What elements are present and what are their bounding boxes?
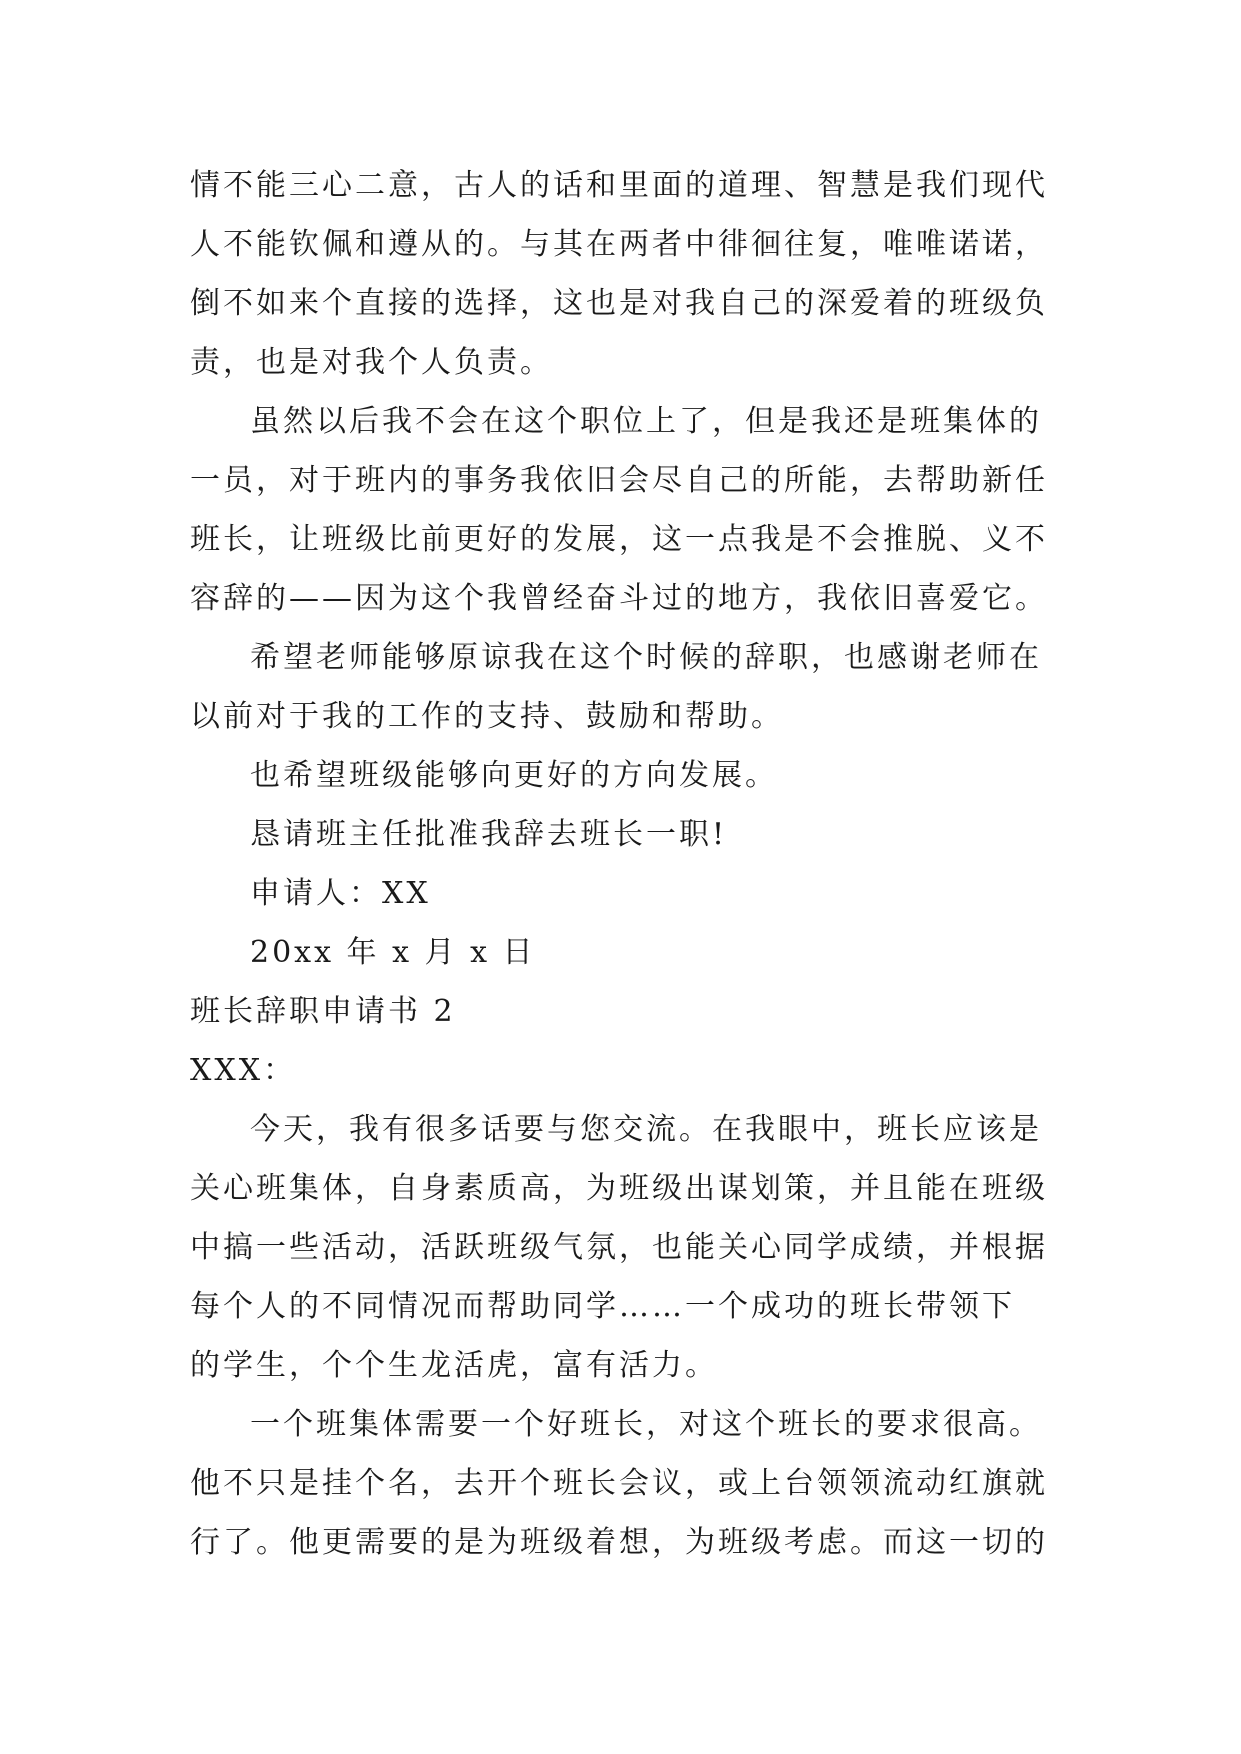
text-line: 容辞的——因为这个我曾经奋斗过的地方，我依旧喜爱它。 xyxy=(190,581,1048,616)
text-line: 人不能钦佩和遵从的。与其在两者中徘徊往复，唯唯诺诺， xyxy=(190,227,1048,262)
text-line: 他不只是挂个名，去开个班长会议，或上台领领流动红旗就 xyxy=(190,1466,1048,1501)
text-line: 责，也是对我个人负责。 xyxy=(190,345,553,380)
text-line: 关心班集体，自身素质高，为班级出谋划策，并且能在班级 xyxy=(190,1171,1048,1206)
text-line: 行了。他更需要的是为班级着想，为班级考虑。而这一切的 xyxy=(190,1525,1048,1560)
paragraph-first-line: 今天，我有很多话要与您交流。在我眼中，班长应该是 xyxy=(250,1112,1042,1147)
text-line: 情不能三心二意，古人的话和里面的道理、智慧是我们现代 xyxy=(190,168,1048,203)
paragraph-first-line: 也希望班级能够向更好的方向发展。 xyxy=(250,758,778,793)
paragraph-first-line: 虽然以后我不会在这个职位上了，但是我还是班集体的 xyxy=(250,404,1042,439)
text-line: 中搞一些活动，活跃班级气氛，也能关心同学成绩，并根据 xyxy=(190,1230,1048,1265)
text-line: 每个人的不同情况而帮助同学……一个成功的班长带领下 xyxy=(190,1289,1015,1324)
text-line: 以前对于我的工作的支持、鼓励和帮助。 xyxy=(190,699,784,734)
text-line: 一员，对于班内的事务我依旧会尽自己的所能，去帮助新任 xyxy=(190,463,1048,498)
applicant-line: 申请人：XX xyxy=(250,876,431,911)
paragraph-first-line: 希望老师能够原谅我在这个时候的辞职，也感谢老师在 xyxy=(250,640,1042,675)
text-line: 班长，让班级比前更好的发展，这一点我是不会推脱、义不 xyxy=(190,522,1048,557)
document-body xyxy=(190,156,1070,1572)
text-line: 倒不如来个直接的选择，这也是对我自己的深爱着的班级负 xyxy=(190,286,1048,321)
text-line: 的学生，个个生龙活虎，富有活力。 xyxy=(190,1348,718,1383)
section-title: 班长辞职申请书 2 xyxy=(190,994,456,1029)
salutation: XXX： xyxy=(190,1053,297,1088)
date-line: 20xx 年 x 月 x 日 xyxy=(250,935,536,970)
paragraph-first-line: 一个班集体需要一个好班长，对这个班长的要求很高。 xyxy=(250,1407,1042,1442)
request-line: 恳请班主任批准我辞去班长一职! xyxy=(250,817,728,852)
